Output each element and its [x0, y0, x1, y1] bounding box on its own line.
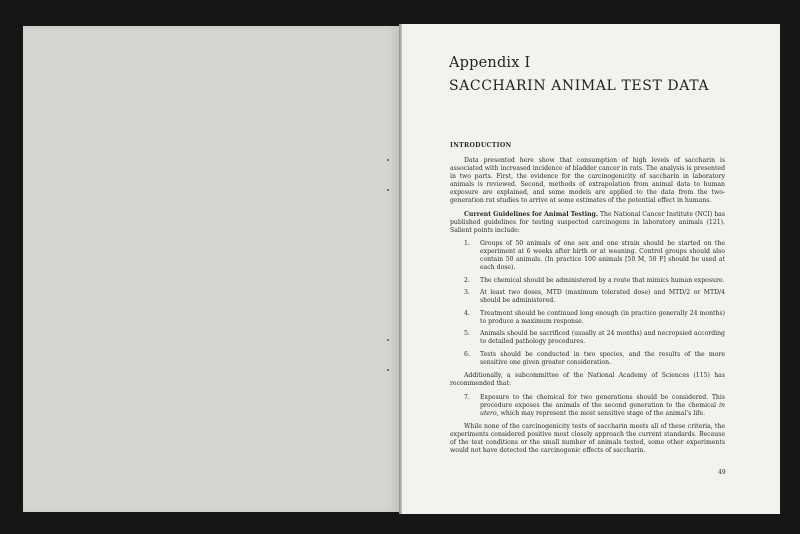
list-item: 4. Treatment should be continued long enough (in practice generally 24 months) to produce a maximum response.	[464, 309, 725, 325]
page-title: SACCHARIN ANIMAL TEST DATA	[449, 78, 710, 94]
binding-hole-mark	[387, 189, 389, 191]
section-heading: INTRODUCTION	[450, 142, 512, 149]
list-item: 1. Groups of 50 animals of one sex and one strain should be started on the experiment at 6 weeks after birth or at weaning. Control groups should also contain 50 animals. (In practice 100 animals [50 M, 50 F] should be used at each dose).	[464, 240, 725, 271]
list-item: 6. Tests should be conducted in two species, and the results of the more sensitive one given greater consideration.	[464, 350, 725, 366]
list-item: 3. At least two doses, MTD (maximum tolerated dose) and MTD/2 or MTD/4 should be administered.	[464, 289, 725, 304]
guidelines-subheading: Current Guidelines for Animal Testing.	[464, 210, 598, 218]
appendix-heading: Appendix I	[449, 55, 531, 71]
guidelines-text: The National Cancer Institute (NCI) has published guidelines for testing suspected carcinogens in laboratory animals (121). Salient points include:	[450, 210, 725, 234]
list-item: 5. Animals should be sacrificed (usually at 24 months) and necropsied according to detailed pathology procedures.	[464, 330, 725, 345]
list-item: 2. The chemical should be administered by a route that mimics human exposure.	[464, 276, 725, 284]
binding-hole-mark	[387, 369, 389, 371]
guidelines-list	[450, 240, 725, 367]
closing-paragraph: While none of the carcinogenicity tests of saccharin meets all of these criteria, the experiments considered positive most closely approach the current standards. Because of the test conditions or the small number of animals tested, some other experiments would not have detected the carcinogenic effects of saccharin.	[450, 423, 725, 454]
body-text	[450, 157, 725, 461]
left-blank-page	[23, 26, 399, 512]
nas-paragraph: Additionally, a subcommittee of the National Academy of Sciences (115) has recommended that:	[450, 372, 725, 387]
guidelines-paragraph	[450, 211, 725, 235]
binding-hole-mark	[387, 339, 389, 341]
page-number: 49	[718, 469, 726, 476]
nas-list	[450, 394, 725, 418]
intro-paragraph: Data presented here show that consumption of high levels of saccharin is associated with increased incidence of bladder cancer in rats. The analysis is presented in two parts. First, the evidence for the carcinogenicity of saccharin in laboratory animals is reviewed. Second, methods of extrapolation from animal data to human exposure are explained, and some models are applied to the data from the two-generation rat studies to arrive at some estimates of the potential effect in humans.	[450, 157, 725, 204]
list-item: 7. Exposure to the chemical for two generations should be considered. This procedure exposes the animals of the second generation to the chemical in utero, which may represent the most sensitive stage of the animal's life.	[464, 393, 725, 417]
binding-hole-mark	[387, 159, 389, 161]
right-text-page	[402, 24, 780, 514]
